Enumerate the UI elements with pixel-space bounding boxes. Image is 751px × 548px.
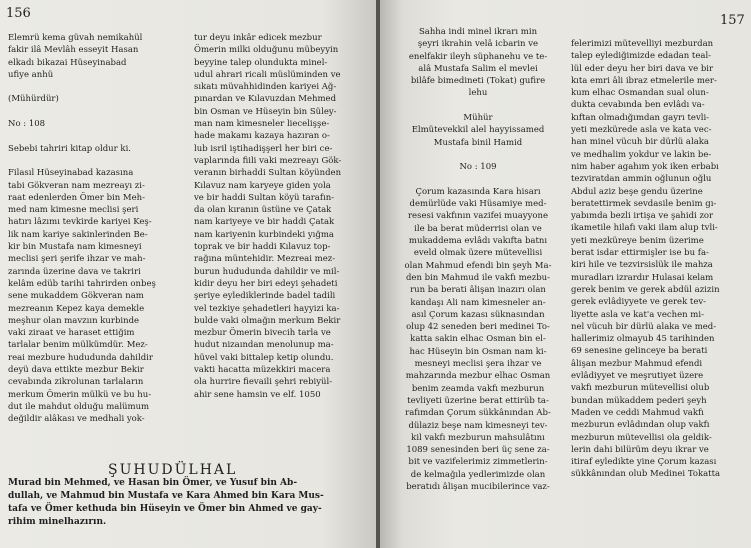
text-line: Sahha indi minel ikrarı min [418, 27, 538, 37]
text-line: nam kariyeye ve bir haddi Çatak [194, 217, 335, 228]
text-line: tevliyeti üzerine berat ettirüb ta- [407, 395, 549, 406]
text-line: değildir alâkası ve medhali yok- [8, 414, 145, 425]
text-line: hade makamı kazaya hazıran o- [194, 131, 330, 142]
text-line: Murad bin Mehmed, ve Hasan bin Ömer, ve Yusuf bin Ab- [8, 478, 298, 488]
text-line: de kelmağıla yedlerimizde olan [410, 469, 546, 480]
text-line: felerimizi mütevelliyi mezburdan [571, 39, 714, 49]
text-line: dullah, ve Mahmud bin Mustafa ve Kara Ahmed bin Kara Mus- [8, 491, 324, 501]
text-line: vakti hacatta müzekkiri macera [194, 365, 331, 376]
text-line: yeti mezkürede asla ve kata vec- [571, 125, 712, 136]
text-line: nim haber agahım yok iken erbabı [571, 161, 719, 172]
text-line: zarında üzerine dava ve takriri [8, 266, 141, 277]
text-line: vaki ziraat ve haraset ettiğim [8, 328, 135, 339]
text-line: berat isdar ettirmişler ise bu fa- [571, 248, 709, 259]
text-line: lik nam kariye sakinlerinden Be- [8, 229, 148, 240]
text-line: demürlüde vaki Hüsamiye med- [409, 199, 547, 210]
text-line: ikametile hilafı vaki ilam alup tvli- [571, 223, 718, 234]
text-line: han minel vücuh bir dürlü alaka [571, 137, 709, 148]
text-line: vakfı mezburun mütevellisi olub [571, 383, 710, 394]
text-line [394, 100, 562, 112]
text-line: bilâfe bimedineti (Tokat) gufire [410, 76, 546, 87]
text-line: tabi Gökveran nam mezreayı zi- [8, 180, 145, 191]
text-line: hatırı lâzımı tevkirde kariyei Keş- [8, 217, 152, 228]
section-heading: ŞUHUDÜLHAL [108, 462, 238, 478]
text-line: hac Hüseyin bin Osman nam ki- [409, 346, 547, 357]
text-line: hallerimiz olmayub 45 tarihinden [571, 334, 715, 345]
text-line: sıkatı müvahhidinden kariyei Ağ- [194, 82, 337, 93]
text-line: muradları izrardır Hulasai kelam [571, 272, 714, 283]
text-line: Mühür [463, 113, 493, 124]
text-line: nel vücuh bir dürlü alaka ve med- [571, 321, 717, 332]
text-line: itiraf eyledikte yine Çorum kazası [571, 457, 717, 468]
text-line: alâ Mustafa Salim el mevlei [418, 63, 538, 74]
text-line: mezburun mütevellisi ola geldik- [571, 432, 712, 443]
text-line: ve bir haddi Sultan köyü tarafın- [194, 192, 335, 203]
text-line: Sebebi tahriri kitap oldur ki. [8, 143, 131, 154]
text-line: vel tezkiye şehadetleri hayyizi ka- [194, 303, 340, 314]
text-line [8, 106, 186, 118]
text-line: dülaziz beşe nam kimesneyi tev- [408, 420, 548, 431]
text-line: ahir sene hamsin ve elf. 1050 [194, 389, 321, 400]
text-line: reai mezbure hududunda dahildir [8, 352, 153, 363]
text-line: mukaddema evlâdı vakıfta batnı [408, 236, 548, 247]
text-line: bin Osman ve Hüseyin bin Süley- [194, 106, 337, 117]
text-line: şeyri ikrahin velâ icbarin ve [417, 39, 539, 50]
text-line: raat edenlerden Ömer bin Meh- [8, 192, 145, 203]
text-line: mezbur Ömerin bivecih tarla ve [194, 328, 331, 339]
text-line: beratettirmek sevdasile benim gı- [571, 198, 717, 209]
text-line [8, 81, 186, 93]
text-line: kiri hile ve tezvirsislük ile mahza [571, 260, 713, 271]
text-line: meclisi şeri şerife ihzar ve mah- [8, 254, 146, 265]
text-line: ufiye anhü [8, 69, 54, 80]
page-number: 157 [720, 13, 745, 28]
text-line [8, 130, 186, 142]
text-line: hüvel vaki bittalep ketip olundu. [194, 352, 334, 363]
text-line: tarlalar benim mülkümdür. Mez- [8, 340, 148, 351]
text-line: deyü dava ettikte mezbur Bekir [8, 365, 144, 376]
text-line: asıl Çorum kazası süknasından [411, 309, 545, 320]
text-line: âlişan mezbur Mahmud efendi [571, 358, 703, 369]
text-line: beyyine talep olundukta minel- [194, 57, 328, 68]
text-line: sene mukaddem Gökveran nam [8, 291, 144, 302]
text-line: yabımda bezli irtişa ve şahidi zor [571, 211, 714, 222]
text-line: enelfakir ileyh süphanehu ve te- [408, 51, 548, 62]
text-line: cevabında zikrolunan tarlaların [8, 377, 144, 388]
text-line: olan Mahmud efendi bin şeyh Ma- [404, 260, 552, 271]
text-line: hudut nizaından menolunup ma- [194, 340, 334, 351]
text-line: olup 42 seneden beri medinei To- [406, 322, 550, 333]
text-line: dut ile mahdut olduğu malümum [8, 401, 150, 412]
text-line: mesneyi meclisi şera ihzar ve [414, 359, 542, 370]
text-line: bundan mükaddem pederi şeyh [571, 395, 707, 406]
text-line: lerin dahi bilürüm deyu ikrar ve [571, 444, 709, 455]
text-line: lül eder deyu her biri dava ve bir [571, 63, 714, 74]
text-line: ola hurrire fievaili şehri rebiyül- [194, 377, 333, 388]
text-line: meşhur olan mavzıın kurbinde [8, 315, 140, 326]
text-line: Çorum kazasında Kara hisarı [415, 186, 541, 197]
right-page [380, 0, 751, 548]
text-line: gerek evlâdiyyete ve gerek tev- [571, 297, 707, 308]
text-line: No : 108 [8, 119, 46, 130]
text-line: med nam kimesne meclisi şeri [8, 205, 139, 216]
text-line: veranın birhaddi Sultan köyünden [194, 168, 342, 179]
text-line: bit ve vazifelerimiz zimmetlerin- [408, 457, 548, 468]
text-line: sükkânından olub Medinei Tokatta [571, 469, 721, 480]
text-line: tezviratdan ammin oğlunun oğlu [571, 174, 712, 185]
text-line: kandaşı Ali nam kimesneler an- [410, 297, 546, 308]
text-line [394, 149, 562, 161]
text-line: Kılavuz nam karyeye giden yola [194, 180, 331, 191]
text-line: Elmütevekkil alel hayyissamed [411, 125, 545, 136]
text-line: ve medhalim yokdur ve lakin be- [571, 149, 712, 160]
text-line: lub isril iştihadişşerl her biri ce- [194, 143, 333, 154]
text-line: Maden ve ceddi Mahmud vakfı [571, 407, 704, 418]
text-line: liyette asla ve kat'a vechen mi- [571, 309, 704, 320]
text-line: Elemrü kema güvah nemikahül [8, 33, 143, 43]
text-line: rağına müntehidir. Mezreai mez- [194, 254, 336, 265]
text-line: merkum Ömerin mülkü ve bu hu- [8, 389, 152, 400]
left-column-2 [194, 32, 370, 401]
text-line: 1089 senesinden beri üç sene za- [406, 445, 550, 456]
text-line: kelâm edüb tarihi tahrirden onbeş [8, 278, 156, 289]
text-line: burun hududunda dahildir ve mil- [194, 266, 340, 277]
text-line: mezburun evlâdından olup vakfı [571, 420, 710, 431]
text-line: udul ahrari ricali müslüminden ve [194, 69, 341, 80]
text-line [8, 155, 186, 167]
text-line: kum elhac Osmandan sual olun- [571, 88, 709, 99]
text-line: beratıdı âlişan mucibilerince vaz- [406, 481, 550, 492]
text-line: mahzarında mezbur elhac Osman [405, 371, 551, 382]
text-line: Filasıl Hüseyinabad kazasına [8, 168, 134, 179]
text-line: Abdul aziz beşe gendu üzerine [571, 186, 703, 197]
text-line: katta sakin elhac Osman bin el- [410, 334, 546, 345]
text-line: ile ba berat müderrisi olan ve [414, 223, 542, 234]
text-line: elkadı bikazai Hüseyinabad [8, 57, 127, 68]
text-line: kir bin Mustafa nam kimesneyi [8, 242, 142, 253]
text-line: resesi vakfının vazifei muayyone [407, 211, 548, 222]
text-line: yeti mezküreye benim üzerime [571, 235, 704, 246]
text-line: benim zeamda vakfı mezburun [411, 383, 545, 394]
text-line: talep eylediğimizde edadan teal- [571, 51, 712, 62]
text-line: tafa ve Ömer kethuda bin Hüseyin ve Ömer bin Ahmed ve gay- [8, 504, 322, 514]
text-line: Ömerin milki olduğunu mübeyyin [194, 45, 339, 56]
text-line: vaplarında fiili vaki mezreayı Gök- [194, 155, 342, 166]
text-line: dukta cevabında ben evlâdı va- [571, 100, 705, 111]
text-line: man nam kimesneler liecelişşe- [194, 119, 330, 130]
text-line: 69 senesine gelinceye ba berati [571, 346, 708, 357]
text-line: nam kariyenin kurbindeki yığma [194, 229, 334, 240]
text-line: toprak ve bir haddi Kılavuz top- [194, 242, 331, 253]
text-line: gerek benim ve gerek abdül azizin [571, 284, 720, 295]
text-line: eveld olmak üzere mütevellisi [413, 248, 543, 259]
page-number: 156 [6, 6, 31, 21]
text-line: mezreanın Kepez kaya demekle [8, 303, 145, 314]
text-line: evlâdiyyet ve meşrutiyet üzere [571, 371, 704, 382]
text-line: pınardan ve Kılavuzdan Mehmed [194, 94, 337, 105]
text-line: No : 109 [459, 162, 497, 173]
text-line: rafımdan Çorum sükkânından Ab- [405, 408, 551, 419]
text-line: tur deyu inkâr edicek mezbur [194, 33, 322, 43]
text-line: kil vakfı mezburun mahsulâtını [411, 432, 545, 443]
text-line: run ba berati âlişan inazırı olan [410, 285, 546, 296]
text-line: kıta emri âli ibraz etmelerile mer- [571, 75, 717, 86]
text-line: lehu [468, 88, 488, 99]
text-line: fakir ilâ Mevlâh esseyit Hasan [8, 45, 139, 56]
witness-list [8, 477, 324, 529]
text-line: bulde vaki olmağın merkum Bekir [194, 315, 341, 326]
text-line: kidir deyu her biri edeyi şehadeti [194, 278, 338, 289]
text-line: Mustafa binil Hamid [433, 137, 523, 148]
text-line: den bin Mahmud ile vakfı mezbu- [405, 272, 551, 283]
right-column-1 [394, 26, 562, 493]
text-line: rihim minelhazırın. [8, 517, 107, 527]
text-line: kıftan olmadığımdan gayrı tevli- [571, 112, 710, 123]
text-line: (Mühürdür) [8, 94, 59, 105]
left-column-1 [8, 32, 186, 426]
text-line: şeriye eylediklerinde badel tadili [194, 291, 336, 302]
text-line: da olan kıranın üstüne ve Çatak [194, 205, 332, 216]
right-column-2 [571, 38, 746, 481]
text-line [394, 174, 562, 186]
